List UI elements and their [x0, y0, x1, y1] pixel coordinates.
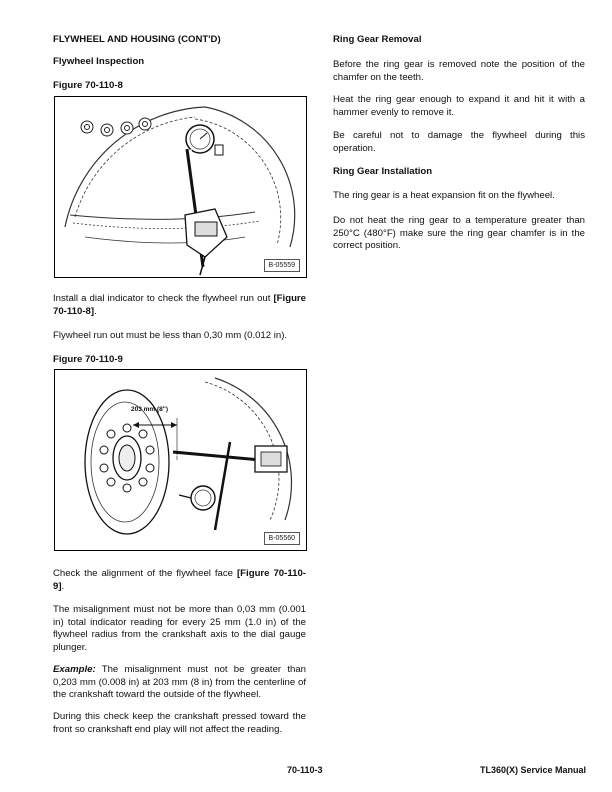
flywheel-runout-illustration	[55, 97, 306, 277]
paragraph-misalignment-limit: The misalignment must not be more than 0,03 mm (0.001 in) total indicator reading for every 25 mm (1.0 in) of the flywheel radius from the crankshaft axis to the dial gauge plunger.	[53, 604, 306, 653]
flywheel-alignment-illustration	[55, 370, 306, 550]
dimension-label: 203 mm (8")	[131, 406, 169, 413]
paragraph-runout-instruction: Install a dial indicator to check the flywheel run out [Figure 70-110-8].	[53, 293, 306, 317]
paragraph-temperature-limit: Do not heat the ring gear to a temperature greater than 250°C (480°F) make sure the ring gear chamfer is in the correct position.	[333, 215, 585, 252]
figure-ref-70-110-9: [Figure 70-110-9]	[53, 568, 306, 592]
figure-caption-2: Figure 70-110-9	[53, 354, 123, 365]
manual-title: TL360(X) Service Manual	[479, 765, 586, 775]
heading-ring-gear-installation: Ring Gear Installation	[333, 166, 433, 177]
section-title: FLYWHEEL AND HOUSING (CONT'D)	[53, 34, 221, 45]
heading-ring-gear-removal: Ring Gear Removal	[333, 34, 422, 45]
figure-70-110-8	[54, 96, 307, 278]
paragraph-careful-note: Be careful not to damage the flywheel during this operation.	[333, 130, 585, 154]
figure-label-b05560: B-05560	[264, 532, 300, 545]
paragraph-heat-expansion-fit: The ring gear is a heat expansion fit on the flywheel.	[333, 190, 555, 201]
paragraph-alignment-instruction: Check the alignment of the flywheel face [Figure 70-110-9].	[53, 568, 306, 592]
figure-label-b05559: B-05559	[264, 259, 300, 272]
paragraph-crankshaft-note: During this check keep the crankshaft pressed toward the front so crankshaft end play will not affect the reading.	[53, 711, 306, 735]
paragraph-chamfer-note: Before the ring gear is removed note the position of the chamfer on the teeth.	[333, 59, 585, 83]
subheading-flywheel-inspection: Flywheel Inspection	[53, 56, 145, 67]
figure-70-110-9	[54, 369, 307, 551]
figure-caption-1: Figure 70-110-8	[53, 80, 123, 91]
page-number: 70-110-3	[287, 765, 323, 775]
figure-ref-70-110-8: [Figure 70-110-8]	[53, 293, 306, 317]
paragraph-runout-limit: Flywheel run out must be less than 0,30 mm (0.012 in).	[53, 330, 288, 341]
paragraph-example: Example: The misalignment must not be greater than 0,203 mm (0.008 in) at 203 mm (8 in) from the centerline of the crankshaft toward the outside of the flywheel.	[53, 664, 306, 701]
paragraph-heat-ring-gear: Heat the ring gear enough to expand it and hit it with a hammer evenly to remove it.	[333, 94, 585, 118]
